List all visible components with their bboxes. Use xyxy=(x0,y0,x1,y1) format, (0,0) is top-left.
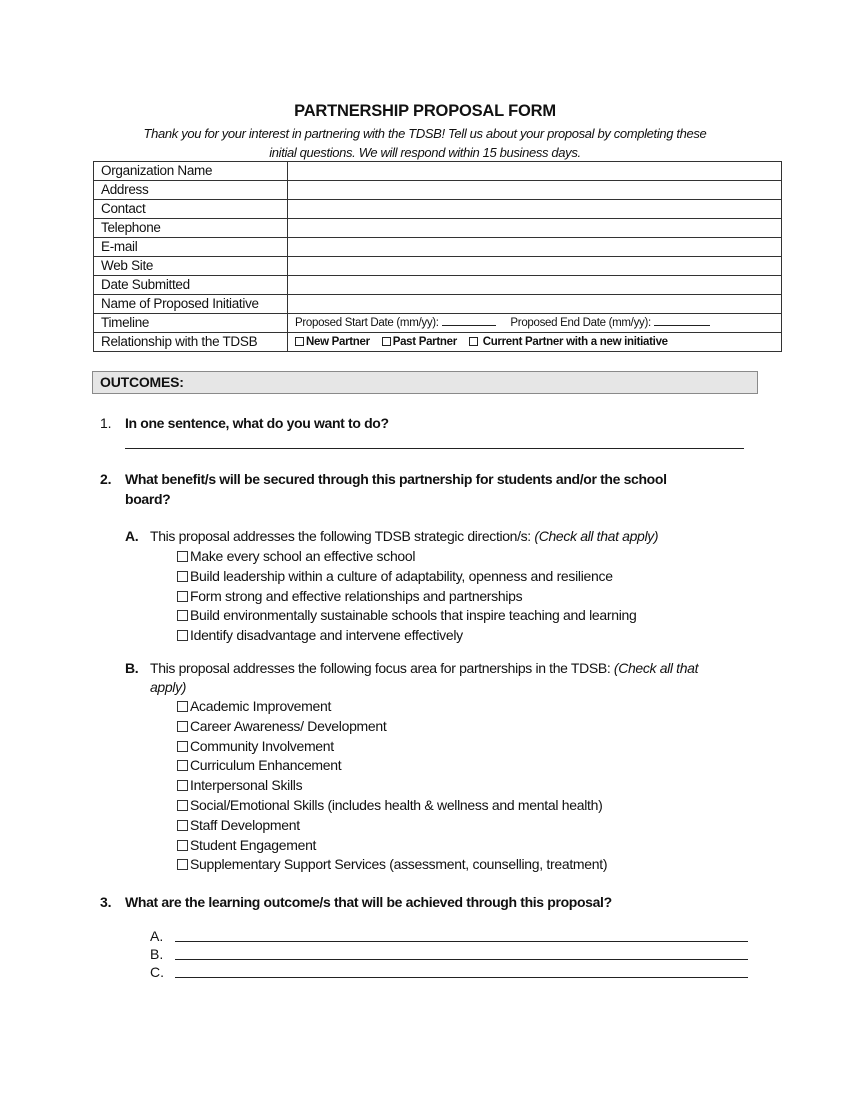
checkbox-icon[interactable] xyxy=(177,820,188,831)
new-partner-option[interactable]: New Partner xyxy=(295,336,370,348)
outcome-c-field[interactable] xyxy=(175,977,748,978)
checkbox-icon[interactable] xyxy=(382,337,391,346)
strategic-direction-options xyxy=(177,547,637,646)
focus-area-option[interactable]: Curriculum Enhancement xyxy=(177,756,607,776)
table-row xyxy=(94,257,782,276)
focus-area-option[interactable]: Student Engagement xyxy=(177,836,607,856)
table-row xyxy=(94,219,782,238)
checkbox-icon[interactable] xyxy=(177,630,188,641)
outcomes-heading: OUTCOMES: xyxy=(92,371,758,394)
question-2a-letter: A. xyxy=(125,528,139,544)
start-date-field[interactable] xyxy=(442,314,496,326)
focus-area-option[interactable]: Staff Development xyxy=(177,816,607,836)
strategic-direction-option[interactable]: Build leadership within a culture of adaptability, openness and resilience xyxy=(177,567,637,587)
end-date-field[interactable] xyxy=(654,314,710,326)
outcome-b-field[interactable] xyxy=(175,959,748,960)
date-submitted-field[interactable] xyxy=(288,276,782,295)
question-2a-hint: (Check all that apply) xyxy=(534,528,659,544)
checkbox-icon[interactable] xyxy=(177,760,188,771)
checkbox-icon[interactable] xyxy=(177,840,188,851)
contact-field[interactable] xyxy=(288,200,782,219)
checkbox-icon[interactable] xyxy=(177,571,188,582)
timeline-cell xyxy=(288,314,782,333)
question-2b xyxy=(125,659,699,697)
question-2-number: 2. xyxy=(100,471,112,487)
checkbox-icon[interactable] xyxy=(177,721,188,732)
outcome-a-field[interactable] xyxy=(175,941,748,942)
table-row xyxy=(94,162,782,181)
end-date-label: Proposed End Date (mm/yy): xyxy=(510,317,651,329)
email-field[interactable] xyxy=(288,238,782,257)
question-2-text xyxy=(125,470,667,509)
question-2b-hint-cont: apply) xyxy=(150,679,187,695)
table-row xyxy=(94,181,782,200)
table-row xyxy=(94,333,782,352)
organization-name-label: Organization Name xyxy=(94,162,288,181)
focus-area-option[interactable]: Social/Emotional Skills (includes health & wellness and mental health) xyxy=(177,796,607,816)
focus-area-option[interactable]: Community Involvement xyxy=(177,737,607,757)
address-field[interactable] xyxy=(288,181,782,200)
checkbox-icon[interactable] xyxy=(177,859,188,870)
question-2b-text: This proposal addresses the following focus area for partnerships in the TDSB: xyxy=(150,660,614,676)
checkbox-icon[interactable] xyxy=(177,591,188,602)
checkbox-icon[interactable] xyxy=(177,701,188,712)
checkbox-icon[interactable] xyxy=(177,800,188,811)
checkbox-icon[interactable] xyxy=(177,741,188,752)
address-label: Address xyxy=(94,181,288,200)
initiative-name-label: Name of Proposed Initiative xyxy=(94,295,288,314)
question-2b-letter: B. xyxy=(125,660,139,676)
table-row xyxy=(94,314,782,333)
question-1-text: In one sentence, what do you want to do? xyxy=(125,415,389,431)
website-field[interactable] xyxy=(288,257,782,276)
question-2a-text: This proposal addresses the following TDSB strategic direction/s: xyxy=(150,528,535,544)
past-partner-option[interactable]: Past Partner xyxy=(382,336,457,348)
table-row xyxy=(94,200,782,219)
question-2-line-2: board? xyxy=(125,490,171,507)
email-label: E-mail xyxy=(94,238,288,257)
question-1-answer-field[interactable] xyxy=(125,448,744,449)
question-1-number: 1. xyxy=(100,415,112,431)
contact-label: Contact xyxy=(94,200,288,219)
website-label: Web Site xyxy=(94,257,288,276)
relationship-label: Relationship with the TDSB xyxy=(94,333,288,352)
page-title: PARTNERSHIP PROPOSAL FORM xyxy=(294,102,556,120)
telephone-field[interactable] xyxy=(288,219,782,238)
intro-text xyxy=(100,125,750,162)
table-row xyxy=(94,295,782,314)
question-2a xyxy=(125,527,659,546)
table-row xyxy=(94,238,782,257)
intro-line-1: Thank you for your interest in partnering with the TDSB! Tell us about your proposal by completing these xyxy=(143,126,707,141)
question-3-number: 3. xyxy=(100,894,112,910)
table-row xyxy=(94,276,782,295)
telephone-label: Telephone xyxy=(94,219,288,238)
checkbox-icon[interactable] xyxy=(177,551,188,562)
outcome-b-letter: B. xyxy=(150,946,164,962)
organization-info-table xyxy=(93,161,782,352)
initiative-name-field[interactable] xyxy=(288,295,782,314)
checkbox-icon[interactable] xyxy=(469,337,478,346)
date-submitted-label: Date Submitted xyxy=(94,276,288,295)
relationship-options xyxy=(288,333,782,352)
start-date-label: Proposed Start Date (mm/yy): xyxy=(295,317,439,329)
focus-area-option[interactable]: Interpersonal Skills xyxy=(177,776,607,796)
current-partner-option[interactable]: Current Partner with a new initiative xyxy=(469,336,668,348)
organization-name-field[interactable] xyxy=(288,162,782,181)
strategic-direction-option[interactable]: Make every school an effective school xyxy=(177,547,637,567)
question-2b-hint: (Check all that xyxy=(613,660,699,676)
checkbox-icon[interactable] xyxy=(295,337,304,346)
checkbox-icon[interactable] xyxy=(177,780,188,791)
checkbox-icon[interactable] xyxy=(177,610,188,621)
focus-area-option[interactable]: Academic Improvement xyxy=(177,697,607,717)
focus-area-options xyxy=(177,697,607,875)
strategic-direction-option[interactable]: Identify disadvantage and intervene effectively xyxy=(177,626,637,646)
strategic-direction-option[interactable]: Build environmentally sustainable schools that inspire teaching and learning xyxy=(177,606,637,626)
focus-area-option[interactable]: Career Awareness/ Development xyxy=(177,717,607,737)
focus-area-option[interactable]: Supplementary Support Services (assessment, counselling, treatment) xyxy=(177,855,607,875)
outcome-a-letter: A. xyxy=(150,928,164,944)
strategic-direction-option[interactable]: Form strong and effective relationships and partnerships xyxy=(177,587,637,607)
timeline-label: Timeline xyxy=(94,314,288,333)
question-2-line-1: What benefit/s will be secured through this partnership for students and/or the school xyxy=(125,471,667,487)
intro-line-2: initial questions. We will respond within 15 business days. xyxy=(269,144,581,160)
outcome-c-letter: C. xyxy=(150,964,164,980)
question-3-text: What are the learning outcome/s that will be achieved through this proposal? xyxy=(125,894,612,910)
